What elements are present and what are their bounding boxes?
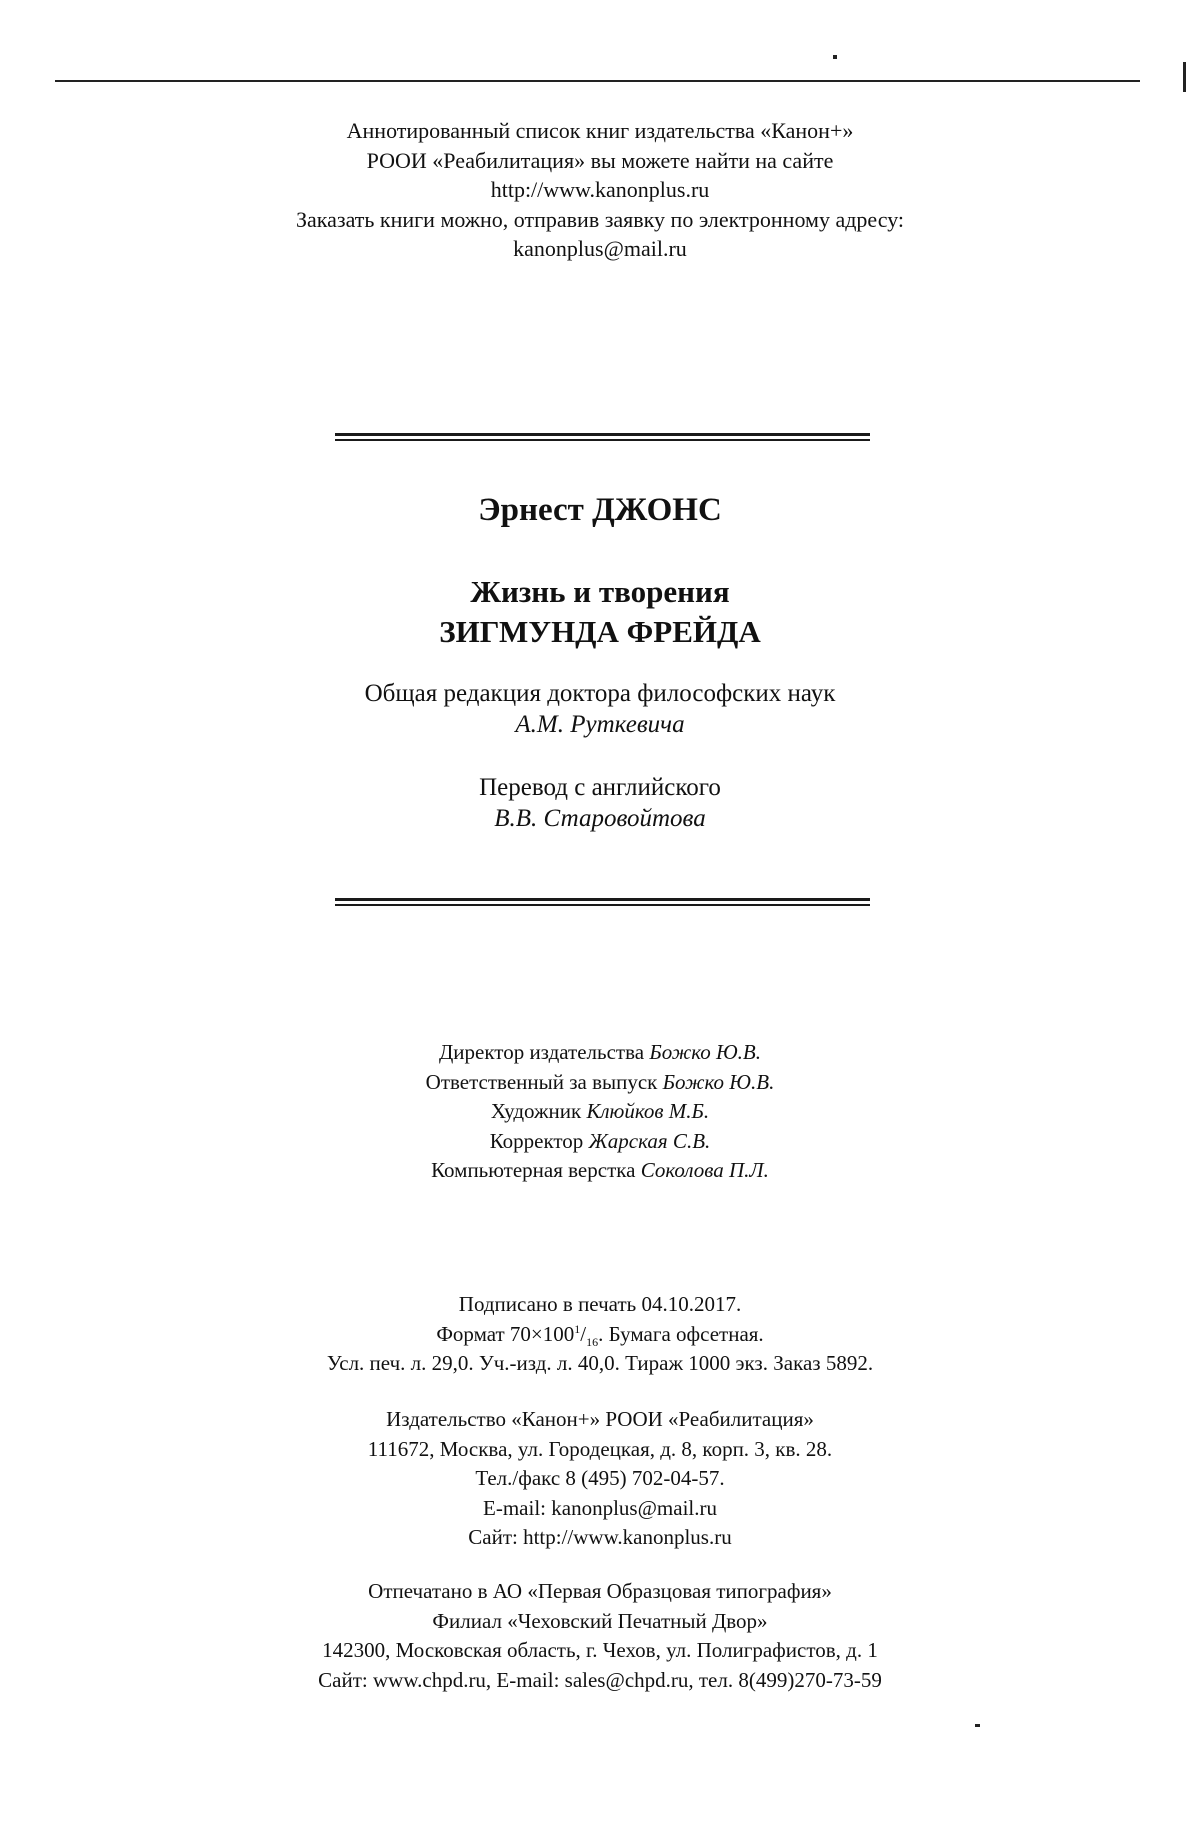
translation-credit — [0, 772, 1200, 834]
title-rule-top — [335, 433, 870, 436]
annotation-line: Заказать книги можно, отправив заявку по электронному адресу: — [295, 206, 905, 232]
scan-speck — [1183, 62, 1186, 92]
top-rule — [55, 80, 1140, 82]
book-title-line: Жизнь и творения — [470, 574, 730, 609]
title-rule-bottom — [335, 898, 870, 901]
printer-contacts: Сайт: www.chpd.ru, E-mail: sales@chpd.ru, тел. 8(499)270-73-59 — [318, 1667, 882, 1692]
staff-person: Соколова П.Л. — [640, 1158, 769, 1182]
format-line: Формат $70\times 100^1/_{16}$. Бумага офсетная. — [436, 1321, 764, 1349]
staff-line — [0, 1097, 1200, 1127]
annotation-email: kanonplus@mail.ru — [513, 236, 687, 261]
staff-role: Директор издательства — [438, 1040, 645, 1064]
staff-line — [0, 1127, 1200, 1157]
staff-person: Божко Ю.В. — [649, 1040, 762, 1064]
annotation-block — [0, 116, 1200, 264]
format-prefix: Формат 70×100 — [436, 1321, 575, 1346]
staff-list — [0, 1038, 1200, 1186]
printer-info — [0, 1577, 1200, 1695]
staff-person: Божко Ю.В. — [662, 1069, 775, 1094]
author-name: Эрнест ДЖОНС — [478, 492, 722, 528]
scan-speck — [975, 1724, 980, 1727]
staff-role: Художник — [490, 1099, 582, 1123]
staff-line — [0, 1038, 1200, 1068]
format-denominator: 16 — [586, 1334, 599, 1349]
translator-name: В.В. Старовойтова — [494, 805, 706, 832]
printer-name: Отпечатано в АО «Первая Образцовая типография» — [368, 1579, 832, 1603]
editor-name: А.М. Руткевича — [515, 711, 685, 738]
book-title — [0, 572, 1200, 652]
printer-address: 142300, Московская область, г. Чехов, ул. Полиграфистов, д. 1 — [322, 1638, 878, 1662]
staff-line — [0, 1156, 1200, 1186]
staff-role: Ответственный за выпуск — [425, 1069, 658, 1094]
staff-person: Клюйков М.Б. — [586, 1099, 710, 1123]
publisher-site: Сайт: http://www.kanonplus.ru — [468, 1525, 732, 1549]
print-info — [0, 1290, 1200, 1379]
scan-speck — [833, 55, 837, 59]
printer-branch: Филиал «Чеховский Печатный Двор» — [432, 1608, 768, 1633]
editing-credit — [0, 678, 1200, 740]
staff-role: Корректор — [489, 1128, 584, 1153]
editing-label: Общая редакция доктора философских наук — [364, 680, 836, 707]
print-details: Усл. печ. л. 29,0. Уч.-изд. л. 40,0. Тираж 1000 экз. Заказ 5892. — [326, 1351, 874, 1375]
format-suffix: . Бумага офсетная. — [598, 1321, 764, 1346]
staff-role: Компьютерная верстка — [431, 1158, 636, 1182]
book-title-line: ЗИГМУНДА ФРЕЙДА — [439, 614, 761, 649]
staff-person: Жарская С.В. — [588, 1128, 711, 1153]
annotation-line: РООИ «Реабилитация» вы можете найти на сайте — [366, 147, 834, 173]
staff-line — [0, 1068, 1200, 1098]
publisher-address: 111672, Москва, ул. Городецкая, д. 8, корп. 3, кв. 28. — [367, 1436, 833, 1461]
annotation-url: http://www.kanonplus.ru — [490, 177, 710, 202]
translation-label: Перевод с английского — [479, 774, 721, 801]
publisher-name: Издательство «Канон+» РООИ «Реабилитация» — [386, 1407, 814, 1431]
annotation-line: Аннотированный список книг издательства «Канон+» — [346, 118, 854, 143]
format-numerator: 1 — [574, 1321, 581, 1336]
publisher-email: E-mail: kanonplus@mail.ru — [483, 1495, 717, 1520]
signed-to-print: Подписано в печать 04.10.2017. — [458, 1292, 742, 1316]
publisher-phone: Тел./факс 8 (495) 702-04-57. — [475, 1466, 725, 1490]
publisher-info — [0, 1405, 1200, 1553]
